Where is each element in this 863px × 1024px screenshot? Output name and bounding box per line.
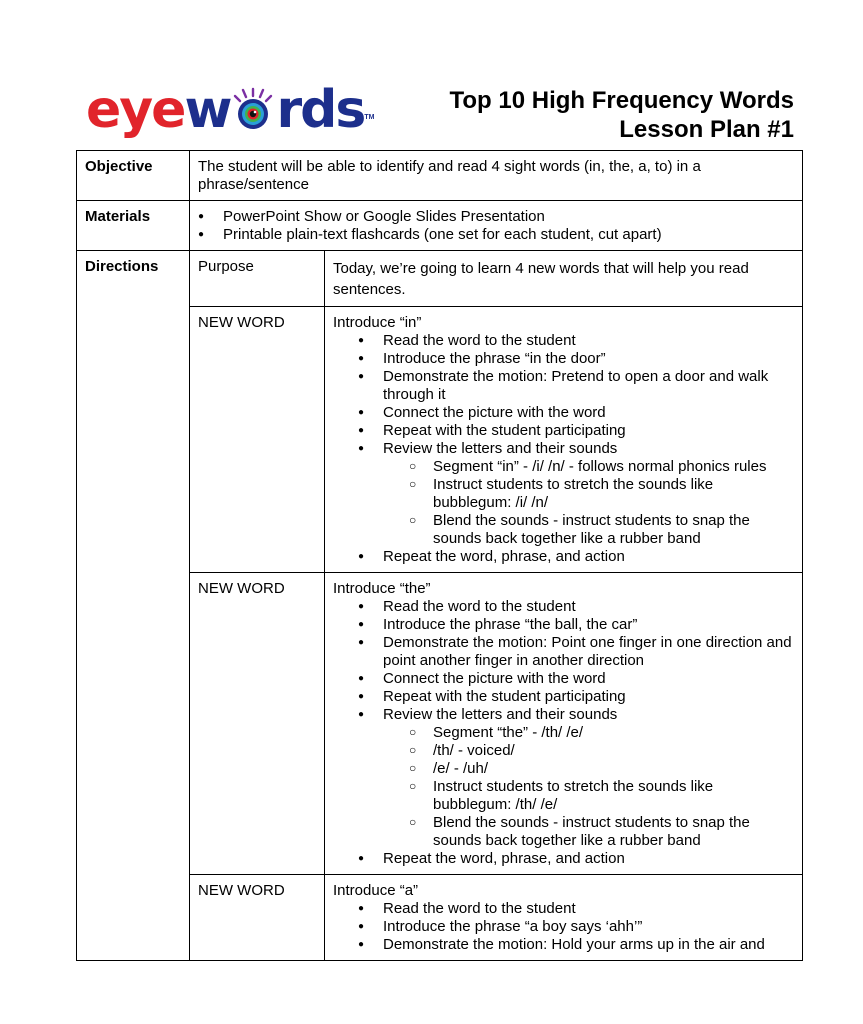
trademark: TM (364, 114, 375, 121)
step-item: ● Connect the picture with the word (375, 670, 794, 688)
new-word-steps (325, 307, 803, 573)
materials-row (77, 201, 803, 251)
purpose-row (77, 251, 803, 307)
step-item: ● Read the word to the student (375, 332, 794, 350)
substep-item: ○ Instruct students to stretch the sounds like bubblegum: /th/ /e/ (433, 778, 794, 814)
substep-item: ○ Instruct students to stretch the sounds like bubblegum: /i/ /n/ (433, 476, 794, 512)
purpose-label: Purpose (190, 251, 325, 307)
step-item (375, 440, 794, 548)
title-line-1: Top 10 High Frequency Words (449, 87, 794, 114)
intro-line: Introduce “a” (333, 882, 419, 899)
substep-list (383, 458, 794, 548)
substep-item: ○ /th/ - voiced/ (433, 742, 794, 760)
materials-cell (190, 201, 803, 251)
substep-item: ○ Blend the sounds - instruct students to snap the sounds back together like a rubber band (433, 512, 794, 548)
substep-item: ○ Segment “the” - /th/ /e/ (433, 724, 794, 742)
step-item: ● Connect the picture with the word (375, 404, 794, 422)
step-list (333, 598, 794, 868)
step-item: ● Introduce the phrase “a boy says ‘ahh’” (375, 918, 794, 936)
materials-item: ● Printable plain-text flashcards (one set for each student, cut apart) (223, 226, 794, 244)
intro-line: Introduce “the” (333, 580, 431, 597)
substep-item: ○ /e/ - /uh/ (433, 760, 794, 778)
step-item: ● Repeat the word, phrase, and action (375, 548, 794, 566)
step-item: ● Demonstrate the motion: Hold your arms up in the air and (375, 936, 794, 954)
materials-item: ● PowerPoint Show or Google Slides Presentation (223, 208, 794, 226)
title-line-2: Lesson Plan #1 (619, 116, 794, 143)
new-word-label: NEW WORD (190, 307, 325, 573)
substep-item: ○ Segment “in” - /i/ /n/ - follows normal phonics rules (433, 458, 794, 476)
eye-icon (231, 86, 275, 130)
new-word-steps (325, 573, 803, 875)
substep-list (383, 724, 794, 850)
step-list (333, 332, 794, 566)
step-list (333, 900, 794, 954)
step-item: ● Repeat the word, phrase, and action (375, 850, 794, 868)
step-item: ● Demonstrate the motion: Point one finger in one direction and point another finger in another direction (375, 634, 794, 670)
eyewords-logo: eyew rds™ (86, 80, 375, 140)
logo-text-right: rds (276, 80, 365, 140)
step-item: ● Introduce the phrase “the ball, the car” (375, 616, 794, 634)
objective-text: The student will be able to identify and read 4 sight words (in, the, a, to) in a phrase/sentence (190, 151, 803, 201)
step-item (375, 706, 794, 850)
logo-text-left: eye (86, 80, 185, 140)
materials-label: Materials (77, 201, 190, 251)
new-word-steps (325, 875, 803, 961)
step-text: Review the letters and their sounds (383, 440, 618, 457)
intro-line: Introduce “in” (333, 314, 422, 331)
new-word-label: NEW WORD (190, 875, 325, 961)
document-title (450, 86, 794, 144)
step-item: ● Read the word to the student (375, 900, 794, 918)
lesson-plan-table (76, 150, 803, 961)
purpose-text: Today, we’re going to learn 4 new words that will help you read sentences. (325, 251, 803, 307)
step-item: ● Repeat with the student participating (375, 422, 794, 440)
objective-label: Objective (77, 151, 190, 201)
step-item: ● Read the word to the student (375, 598, 794, 616)
new-word-label: NEW WORD (190, 573, 325, 875)
materials-list (198, 208, 794, 244)
objective-row (77, 151, 803, 201)
step-item: ● Introduce the phrase “in the door” (375, 350, 794, 368)
directions-label: Directions (77, 251, 190, 961)
step-text: Review the letters and their sounds (383, 706, 618, 723)
substep-item: ○ Blend the sounds - instruct students to snap the sounds back together like a rubber band (433, 814, 794, 850)
step-item: ● Demonstrate the motion: Pretend to open a door and walk through it (375, 368, 794, 404)
step-item: ● Repeat with the student participating (375, 688, 794, 706)
